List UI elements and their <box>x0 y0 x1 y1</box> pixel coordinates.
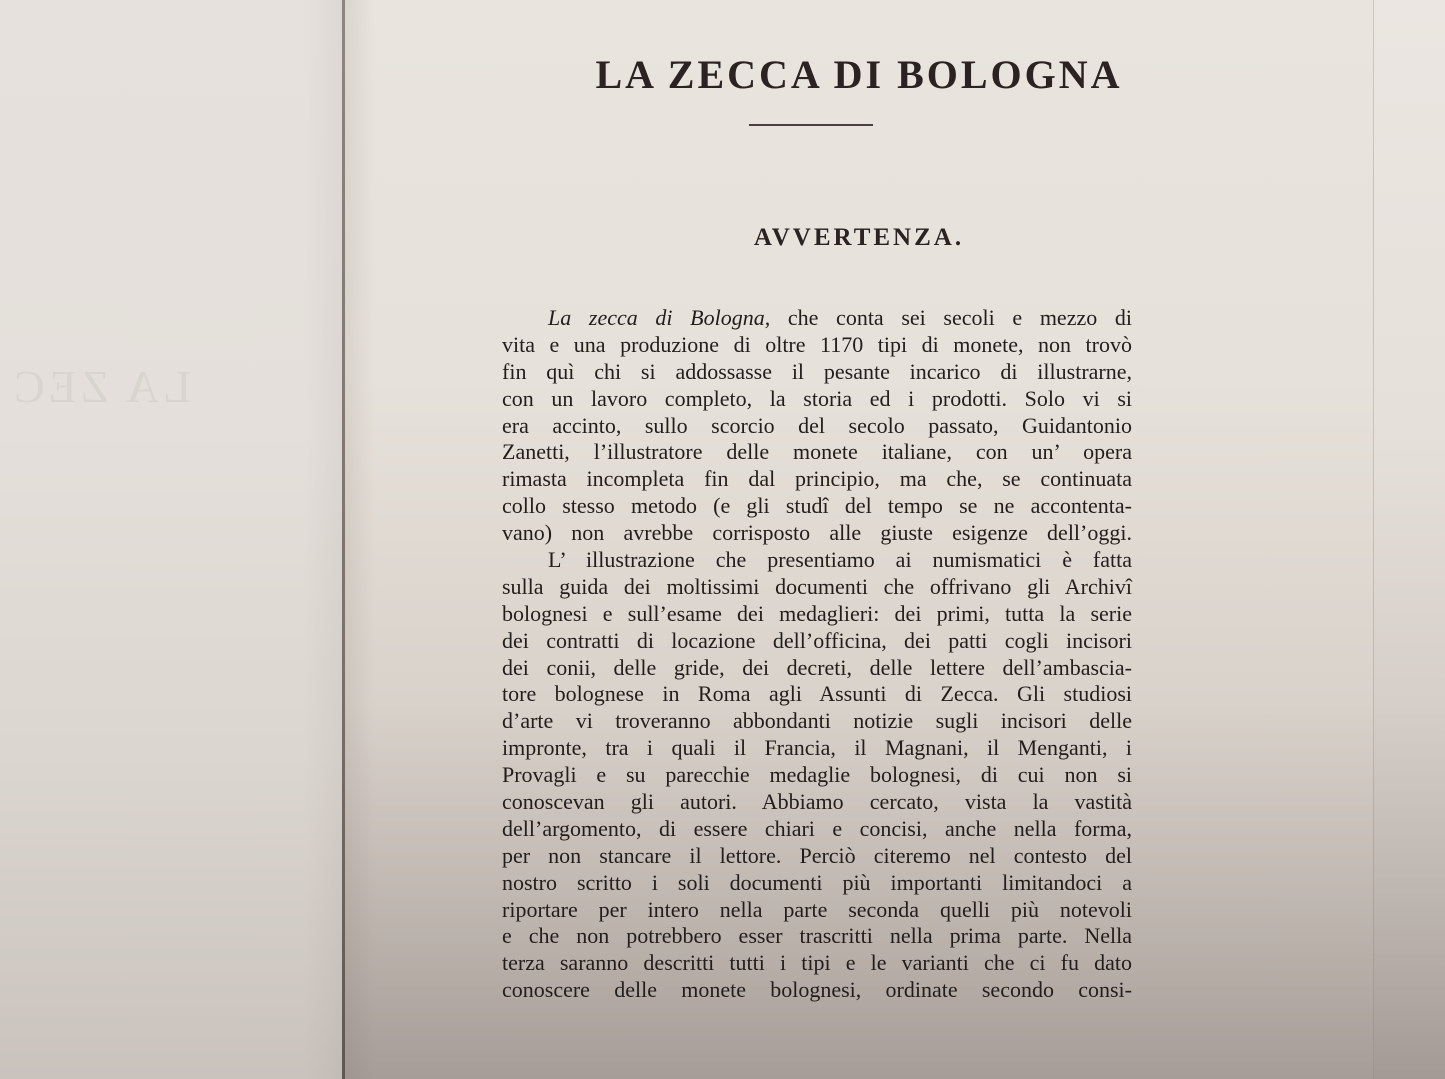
right-page <box>345 0 1373 1079</box>
text-line: vano) non avrebbe corrisposto alle giuste esigenze dell’oggi. <box>502 520 1132 546</box>
text-line: terza saranno descritti tutti i tipi e le varianti che ci fu dato <box>502 950 1132 976</box>
text-line: collo stesso metodo (e gli studî del tempo se ne accontenta- <box>502 493 1132 519</box>
body-text <box>502 305 1132 1004</box>
text-line: conoscevan gli autori. Abbiamo cercato, vista la vastità <box>502 789 1132 815</box>
text-line: L’ illustrazione che presentiamo ai numismatici è fatta <box>548 547 1132 573</box>
text-line: era accinto, sullo scorcio del secolo passato, Guidantonio <box>502 412 1132 438</box>
italic-book-title: La zecca di Bologna, <box>548 305 771 330</box>
text-line: tore bolognese in Roma agli Assunti di Zecca. Gli studiosi <box>502 681 1132 707</box>
text-line: Zanetti, l’illustratore delle monete italiane, con un’ opera <box>502 439 1132 465</box>
text-line: fin quì chi si addossasse il pesante incarico di illustrarne, <box>502 358 1132 384</box>
show-through-text: LA ZEC <box>10 361 192 412</box>
text-line: sulla guida dei moltissimi documenti che offrivano gli Archivî <box>502 573 1132 599</box>
text-line: per non stancare il lettore. Perciò citeremo nel contesto del <box>502 842 1132 868</box>
text-line: bolognesi e sull’esame dei medaglieri: dei primi, tutta la serie <box>502 600 1132 626</box>
text-line: riportare per intero nella parte seconda quelli più notevoli <box>502 896 1132 922</box>
text-line: e che non potrebbero esser trascritti nella prima parte. Nella <box>502 923 1132 949</box>
text-line: rimasta incompleta fin dal principio, ma che, se continuata <box>502 466 1132 492</box>
text-line: vita e una produzione di oltre 1170 tipi di monete, non trovò <box>502 331 1132 357</box>
text-line: dell’argomento, di essere chiari e concisi, anche nella forma, <box>502 815 1132 841</box>
text-line: dei conii, delle gride, dei decreti, delle lettere dell’ambascia- <box>502 654 1132 680</box>
left-page <box>0 0 343 1079</box>
section-heading: AVVERTENZA. <box>753 224 965 251</box>
text-line: d’arte vi troveranno abbondanti notizie sugli incisori delle <box>502 708 1132 734</box>
text-line: impronte, tra i quali il Francia, il Magnani, il Menganti, i <box>502 735 1132 761</box>
page-title: LA ZECCA DI BOLOGNA <box>595 52 1123 97</box>
text-line: La zecca di Bologna, che conta sei secoli e mezzo di <box>548 305 1132 330</box>
title-divider <box>749 124 873 126</box>
text-line: conoscere delle monete bolognesi, ordinate secondo consi- <box>502 977 1132 1003</box>
text-line: dei contratti di locazione dell’officina, dei patti cogli incisori <box>502 627 1132 653</box>
text-line: con un lavoro completo, la storia ed i prodotti. Solo vi si <box>502 385 1132 411</box>
text-line: Provagli e su parecchie medaglie bolognesi, di cui non si <box>502 762 1132 788</box>
page-stack-edge <box>1373 0 1445 1079</box>
text-line: nostro scritto i soli documenti più importanti limitandoci a <box>502 869 1132 895</box>
